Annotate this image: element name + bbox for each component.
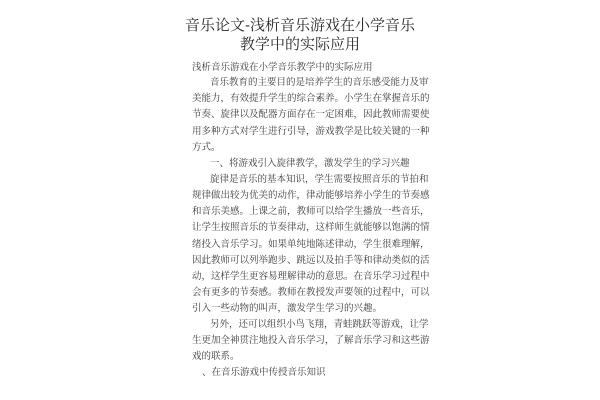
body-line: 方式。: [192, 142, 221, 153]
body-line: 绪投入音乐学习。如果单纯地陈述律动，学生很难理解，: [192, 239, 430, 250]
section-heading-1: 一、将游戏引入旋律教学，激发学生的学习兴趣: [210, 158, 410, 169]
body-line: 和音乐美感。上课之前，教师可以给学生播放一些音乐，: [192, 206, 430, 217]
body-line: 用多种方式对学生进行引导，游戏教学是比较关键的一种: [192, 126, 430, 137]
body-line: 因此教师可以列举跑步、跳远以及拍手等和律动类似的活: [192, 255, 430, 266]
body-line: 节奏、旋律以及配器方面存在一定困难，因此教师需要使: [192, 109, 430, 120]
body-line: 让学生按照音乐的节奏律动，这样师生就能够以饱满的情: [192, 222, 430, 233]
document-title: 音乐论文-浅析音乐游戏在小学音乐教学中的实际应用: [184, 16, 416, 53]
body-line: 另外，还可以组织小鸟飞翔，青蛙跳跃等游戏，让学: [210, 319, 429, 330]
body-line: 音乐教育的主要目的是培养学生的音乐感受能力及审: [210, 77, 429, 88]
body-line: 会有更多的节奏感。教师在教授发声要领的过程中，可以: [192, 287, 430, 298]
body-line: 戏的联系。: [192, 351, 240, 362]
body-line: 生更加全神贯注地投入音乐学习，了解音乐学习和这些游: [192, 335, 430, 346]
document-subtitle: 浅析音乐游戏在小学音乐教学中的实际应用: [192, 62, 373, 73]
body-line: 旋律是音乐的基本知识，学生需要按照音乐的节拍和: [210, 174, 429, 185]
section-heading-2: 、在音乐游戏中传授音乐知识: [202, 367, 326, 378]
body-line: 美能力，有效提升学生的综合素养。小学生在掌握音乐的: [192, 93, 430, 104]
body-line: 规律做出较为优美的动作，律动能够培养小学生的节奏感: [192, 190, 430, 201]
body-line: 引入一些动物的叫声，激发学生学习的兴趣。: [192, 303, 383, 314]
body-line: 动，这样学生更容易理解律动的意思。在音乐学习过程中: [192, 271, 430, 282]
